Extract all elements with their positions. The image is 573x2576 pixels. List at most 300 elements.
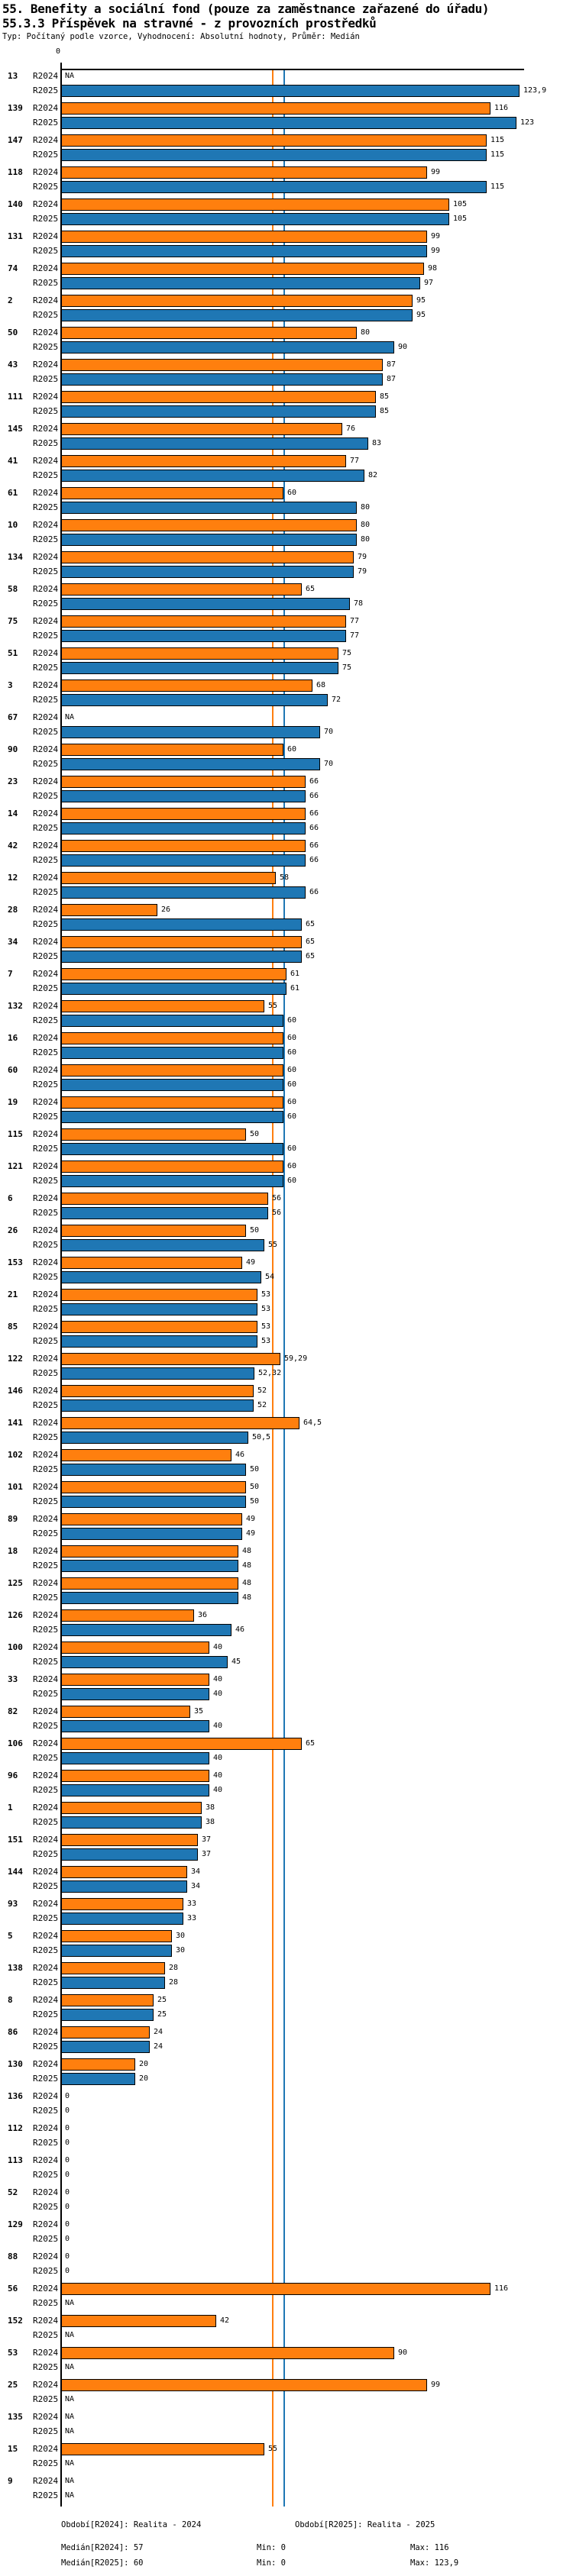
bar-value-label: 40 [213, 1643, 223, 1651]
row-id-label: 153 [8, 1257, 23, 1267]
bar-r2024 [61, 904, 157, 916]
series-label-r2024: R2024 [33, 1065, 59, 1075]
bar-value-label: 40 [213, 1771, 223, 1780]
bar-r2024 [61, 1674, 209, 1686]
series-label-r2025: R2025 [33, 2362, 59, 2372]
bar-value-label: 90 [398, 343, 408, 351]
bar-r2025 [61, 437, 368, 450]
bar-value-label: 0 [65, 2139, 70, 2147]
bar-r2025 [61, 1239, 264, 1251]
series-label-r2025: R2025 [33, 823, 59, 833]
bar-value-label: 77 [350, 457, 360, 465]
row-id-label: 152 [8, 2316, 23, 2326]
bar-value-label: 0 [65, 2092, 70, 2100]
series-label-r2024: R2024 [33, 2252, 59, 2261]
bar-r2025 [61, 470, 364, 482]
bar-value-label: 65 [306, 920, 316, 928]
series-label-r2025: R2025 [33, 759, 59, 769]
series-label-r2025: R2025 [33, 2138, 59, 2148]
row-id-label: 101 [8, 1482, 23, 1492]
bar-value-label: 0 [65, 2156, 70, 2164]
series-label-r2025: R2025 [33, 1368, 59, 1378]
bar-value-label: 33 [187, 1900, 197, 1908]
bar-value-label: 45 [231, 1658, 241, 1666]
bar-value-label: 0 [65, 2220, 70, 2229]
bar-r2025 [61, 1271, 261, 1283]
bar-r2024 [61, 808, 306, 820]
series-label-r2024: R2024 [33, 1001, 59, 1011]
bar-r2025 [61, 1079, 283, 1091]
bar-r2024 [61, 1866, 187, 1878]
bar-r2025 [61, 1175, 283, 1187]
bar-r2025 [61, 1720, 209, 1732]
bar-value-label: 77 [350, 617, 360, 625]
row-id-label: 3 [8, 680, 13, 690]
bar-value-label: 50 [250, 1130, 260, 1138]
bar-value-label: 61 [290, 984, 300, 993]
bar-r2024 [61, 166, 427, 179]
bar-value-label: 20 [139, 2074, 149, 2083]
series-label-r2024: R2024 [33, 1578, 59, 1588]
series-label-r2024: R2024 [33, 776, 59, 786]
bar-r2024 [61, 1802, 202, 1814]
legend-period-r2024: Období[R2024]: Realita - 2024 [61, 2520, 202, 2529]
bar-r2024 [61, 1096, 283, 1109]
series-label-r2024: R2024 [33, 2284, 59, 2294]
bar-r2025 [61, 405, 376, 418]
bar-r2024 [61, 1160, 283, 1173]
series-label-r2024: R2024 [33, 520, 59, 530]
bar-value-label: 55 [268, 1241, 278, 1249]
bar-value-label: 0 [65, 2171, 70, 2179]
bar-value-label: 85 [380, 407, 390, 415]
bar-value-label: 66 [309, 792, 319, 800]
bar-r2025 [61, 1047, 283, 1059]
bar-r2024 [61, 647, 338, 660]
row-id-label: 144 [8, 1867, 23, 1877]
series-label-r2024: R2024 [33, 199, 59, 209]
bar-r2024 [61, 1193, 268, 1205]
bar-r2024 [61, 1449, 231, 1461]
series-label-r2025: R2025 [33, 1785, 59, 1795]
bar-r2025 [61, 598, 350, 610]
bar-value-label: 48 [242, 1593, 252, 1602]
row-id-label: 134 [8, 552, 23, 562]
bar-r2024 [61, 2347, 394, 2359]
bar-r2024 [61, 1962, 165, 1974]
series-label-r2024: R2024 [33, 103, 59, 113]
bar-value-label: 116 [494, 104, 509, 112]
bar-value-label: 77 [350, 631, 360, 640]
series-label-r2025: R2025 [33, 470, 59, 480]
series-label-r2025: R2025 [33, 631, 59, 641]
bar-value-label: 55 [268, 2445, 278, 2453]
bar-value-label: 48 [242, 1547, 252, 1555]
series-label-r2025: R2025 [33, 182, 59, 192]
stat-median-r2024: Medián[R2024]: 57 [61, 2543, 144, 2552]
bar-value-label: 30 [176, 1932, 186, 1940]
series-label-r2024: R2024 [33, 424, 59, 434]
bar-value-label: 50,5 [252, 1433, 271, 1441]
bar-value-label: 50 [250, 1483, 260, 1491]
bar-r2025 [61, 1464, 246, 1476]
bar-value-label: 105 [453, 200, 468, 208]
bar-value-label: 53 [261, 1337, 271, 1345]
bar-value-label: 99 [431, 247, 441, 255]
bar-r2024 [61, 2283, 490, 2295]
series-label-r2024: R2024 [33, 1482, 59, 1492]
bar-r2024 [61, 1994, 154, 2006]
row-id-label: 8 [8, 1995, 13, 2005]
bar-r2024 [61, 744, 283, 756]
row-id-label: 43 [8, 360, 18, 370]
series-label-r2025: R2025 [33, 214, 59, 224]
series-label-r2025: R2025 [33, 1593, 59, 1603]
bar-r2024 [61, 455, 346, 467]
bar-r2024 [61, 423, 342, 435]
bar-r2024 [61, 1000, 264, 1012]
bar-value-label: 66 [309, 809, 319, 818]
bar-r2024 [61, 134, 487, 147]
row-id-label: 135 [8, 2412, 23, 2422]
bar-value-label: 105 [453, 215, 468, 223]
series-label-r2025: R2025 [33, 2394, 59, 2404]
bar-r2025 [61, 1111, 283, 1123]
series-label-r2025: R2025 [33, 1015, 59, 1025]
bar-r2024 [61, 2379, 427, 2391]
bar-r2025 [61, 1880, 187, 1893]
bar-value-label: 49 [246, 1515, 256, 1523]
bar-r2024 [61, 776, 306, 788]
x-axis-tick-label: 0 [56, 47, 61, 56]
bar-value-label: 60 [287, 489, 297, 497]
row-id-label: 6 [8, 1193, 13, 1203]
series-label-r2025: R2025 [33, 663, 59, 673]
series-label-r2025: R2025 [33, 2298, 59, 2308]
row-id-label: 5 [8, 1931, 13, 1941]
series-label-r2025: R2025 [33, 2266, 59, 2276]
bar-r2024 [61, 2443, 264, 2455]
row-id-label: 75 [8, 616, 18, 626]
bar-r2025 [61, 1399, 254, 1412]
bar-value-label: 49 [246, 1529, 256, 1538]
bar-value-label: 61 [290, 970, 300, 978]
bar-value-label: 68 [316, 681, 326, 689]
row-id-label: 111 [8, 392, 23, 402]
na-label: NA [65, 2477, 75, 2485]
row-id-label: 126 [8, 1610, 23, 1620]
bar-r2024 [61, 1385, 254, 1397]
series-label-r2024: R2024 [33, 873, 59, 883]
row-id-label: 136 [8, 2091, 23, 2101]
series-label-r2025: R2025 [33, 1112, 59, 1122]
row-id-label: 15 [8, 2444, 18, 2454]
bar-r2025 [61, 373, 383, 386]
series-label-r2025: R2025 [33, 1753, 59, 1763]
series-label-r2024: R2024 [33, 360, 59, 370]
series-label-r2025: R2025 [33, 887, 59, 897]
series-label-r2024: R2024 [33, 1706, 59, 1716]
bar-r2025 [61, 1335, 257, 1348]
series-label-r2024: R2024 [33, 616, 59, 626]
bar-r2024 [61, 263, 424, 275]
series-label-r2025: R2025 [33, 1528, 59, 1538]
row-id-label: 140 [8, 199, 23, 209]
series-label-r2024: R2024 [33, 71, 59, 81]
bar-r2025 [61, 502, 357, 514]
bar-value-label: 70 [324, 728, 334, 736]
series-label-r2024: R2024 [33, 328, 59, 337]
series-label-r2025: R2025 [33, 1721, 59, 1731]
bar-r2025 [61, 566, 354, 578]
series-label-r2024: R2024 [33, 584, 59, 594]
row-id-label: 52 [8, 2187, 18, 2197]
series-label-r2025: R2025 [33, 2009, 59, 2019]
series-label-r2025: R2025 [33, 1913, 59, 1923]
na-label: NA [65, 2363, 75, 2371]
series-label-r2025: R2025 [33, 438, 59, 448]
bar-r2025 [61, 277, 420, 289]
series-label-r2024: R2024 [33, 1129, 59, 1139]
bar-value-label: 65 [306, 952, 316, 960]
bar-r2024 [61, 2315, 216, 2327]
bar-value-label: 28 [169, 1978, 179, 1987]
bar-value-label: 40 [213, 1722, 223, 1730]
row-id-label: 118 [8, 167, 23, 177]
row-id-label: 100 [8, 1642, 23, 1652]
page-title: 55. Benefity a sociální fond (pouze za zaměstnance zařazené do úřadu) [2, 2, 490, 16]
bar-value-label: 40 [213, 1754, 223, 1762]
bar-r2025 [61, 149, 487, 161]
series-label-r2024: R2024 [33, 456, 59, 466]
bar-value-label: 82 [368, 471, 378, 479]
series-label-r2025: R2025 [33, 2074, 59, 2084]
series-label-r2024: R2024 [33, 2380, 59, 2390]
bar-value-label: 56 [272, 1209, 282, 1217]
bar-r2025 [61, 1816, 202, 1829]
bar-r2025 [61, 1592, 238, 1604]
series-label-r2025: R2025 [33, 246, 59, 256]
bar-value-label: 34 [191, 1882, 201, 1890]
bar-value-label: 37 [202, 1835, 212, 1844]
bar-value-label: 76 [346, 424, 356, 433]
series-label-r2024: R2024 [33, 2091, 59, 2101]
bar-r2024 [61, 327, 357, 339]
bar-r2025 [61, 85, 520, 97]
row-id-label: 122 [8, 1354, 23, 1364]
series-label-r2024: R2024 [33, 1225, 59, 1235]
bar-value-label: 34 [191, 1867, 201, 1876]
bar-r2024 [61, 102, 490, 115]
series-label-r2024: R2024 [33, 2123, 59, 2133]
row-id-label: 93 [8, 1899, 18, 1909]
series-label-r2024: R2024 [33, 1097, 59, 1107]
bar-value-label: 98 [428, 264, 438, 273]
bar-r2024 [61, 231, 427, 243]
series-label-r2025: R2025 [33, 2426, 59, 2436]
row-id-label: 85 [8, 1322, 18, 1332]
bar-value-label: 59,29 [284, 1354, 308, 1363]
row-id-label: 115 [8, 1129, 23, 1139]
series-label-r2024: R2024 [33, 1738, 59, 1748]
bar-r2024 [61, 1225, 246, 1237]
row-id-label: 53 [8, 2348, 18, 2358]
row-id-label: 19 [8, 1097, 18, 1107]
row-id-label: 130 [8, 2059, 23, 2069]
row-id-label: 90 [8, 744, 18, 754]
series-label-r2025: R2025 [33, 1817, 59, 1827]
bar-r2024 [61, 1834, 198, 1846]
bar-r2025 [61, 1303, 257, 1315]
series-label-r2025: R2025 [33, 1657, 59, 1667]
bar-r2025 [61, 1367, 254, 1380]
series-label-r2025: R2025 [33, 951, 59, 961]
series-label-r2024: R2024 [33, 744, 59, 754]
series-label-r2025: R2025 [33, 2458, 59, 2468]
bar-value-label: 48 [242, 1561, 252, 1570]
series-label-r2025: R2025 [33, 2234, 59, 2244]
na-label: NA [65, 2413, 75, 2421]
series-label-r2024: R2024 [33, 1899, 59, 1909]
bar-r2024 [61, 2026, 150, 2039]
row-id-label: 132 [8, 1001, 23, 1011]
bar-value-label: 26 [161, 905, 171, 914]
series-label-r2025: R2025 [33, 791, 59, 801]
series-label-r2025: R2025 [33, 534, 59, 544]
series-label-r2025: R2025 [33, 1464, 59, 1474]
bar-r2025 [61, 341, 394, 353]
series-label-r2024: R2024 [33, 2412, 59, 2422]
bar-r2025 [61, 1688, 209, 1700]
bar-r2024 [61, 1930, 172, 1942]
x-axis-line [60, 69, 524, 70]
bar-value-label: 52 [257, 1401, 267, 1409]
series-label-r2025: R2025 [33, 983, 59, 993]
row-id-label: 151 [8, 1835, 23, 1845]
series-label-r2024: R2024 [33, 1290, 59, 1299]
row-id-label: 121 [8, 1161, 23, 1171]
series-label-r2025: R2025 [33, 2106, 59, 2116]
bar-value-label: 60 [287, 1112, 297, 1121]
row-id-label: 141 [8, 1418, 23, 1428]
series-label-r2024: R2024 [33, 1161, 59, 1171]
series-label-r2024: R2024 [33, 1386, 59, 1396]
bar-value-label: 70 [324, 760, 334, 768]
series-label-r2025: R2025 [33, 1176, 59, 1186]
bar-r2025 [61, 181, 487, 193]
series-label-r2025: R2025 [33, 150, 59, 160]
bar-r2025 [61, 983, 286, 995]
bar-value-label: 95 [416, 311, 426, 319]
bar-r2024 [61, 391, 376, 403]
bar-value-label: 50 [250, 1226, 260, 1235]
bar-value-label: 36 [198, 1611, 208, 1619]
series-label-r2024: R2024 [33, 1963, 59, 1973]
bar-r2024 [61, 1641, 209, 1654]
row-id-label: 139 [8, 103, 23, 113]
bar-value-label: 123,9 [523, 86, 547, 95]
bar-r2025 [61, 1528, 242, 1540]
bar-r2024 [61, 1289, 257, 1301]
row-id-label: 34 [8, 937, 18, 947]
series-label-r2024: R2024 [33, 1354, 59, 1364]
row-id-label: 129 [8, 2219, 23, 2229]
bar-value-label: 50 [250, 1465, 260, 1474]
bar-value-label: 115 [490, 150, 505, 159]
bar-value-label: 87 [387, 360, 397, 369]
bar-r2024 [61, 1257, 242, 1269]
bar-value-label: 72 [332, 696, 342, 704]
series-label-r2024: R2024 [33, 1033, 59, 1043]
series-label-r2025: R2025 [33, 1240, 59, 1250]
bar-value-label: 0 [65, 2124, 70, 2132]
series-label-r2025: R2025 [33, 342, 59, 352]
series-label-r2025: R2025 [33, 1080, 59, 1089]
bar-value-label: 64,5 [303, 1419, 322, 1427]
bar-value-label: 58 [280, 873, 290, 882]
bar-value-label: 60 [287, 1048, 297, 1057]
row-id-label: 67 [8, 712, 18, 722]
bar-value-label: 0 [65, 2188, 70, 2197]
row-id-label: 14 [8, 809, 18, 818]
series-label-r2025: R2025 [33, 2330, 59, 2340]
bar-value-label: 75 [342, 649, 352, 657]
series-label-r2025: R2025 [33, 406, 59, 416]
series-label-r2024: R2024 [33, 1418, 59, 1428]
series-label-r2024: R2024 [33, 263, 59, 273]
bar-value-label: 28 [169, 1964, 179, 1972]
bar-r2025 [61, 1752, 209, 1764]
bar-value-label: 38 [206, 1803, 215, 1812]
series-label-r2025: R2025 [33, 1272, 59, 1282]
bar-value-label: 33 [187, 1914, 197, 1922]
series-label-r2024: R2024 [33, 680, 59, 690]
bar-value-label: 66 [309, 841, 319, 850]
bar-r2025 [61, 822, 306, 834]
row-id-label: 74 [8, 263, 18, 273]
bar-r2025 [61, 630, 346, 642]
series-label-r2024: R2024 [33, 1642, 59, 1652]
bar-value-label: 53 [261, 1290, 271, 1299]
bar-value-label: 24 [154, 2028, 163, 2036]
row-id-label: 60 [8, 1065, 18, 1075]
row-id-label: 10 [8, 520, 18, 530]
series-label-r2025: R2025 [33, 567, 59, 576]
bar-r2025 [61, 662, 338, 674]
bar-value-label: 66 [309, 824, 319, 832]
series-label-r2025: R2025 [33, 855, 59, 865]
series-label-r2024: R2024 [33, 809, 59, 818]
row-id-label: 33 [8, 1674, 18, 1684]
row-id-label: 28 [8, 905, 18, 915]
bar-r2024 [61, 680, 312, 692]
bar-value-label: 80 [361, 503, 371, 512]
bar-value-label: 95 [416, 296, 426, 305]
bar-r2025 [61, 1784, 209, 1796]
bar-value-label: 25 [157, 1996, 167, 2004]
bar-r2024 [61, 1353, 280, 1365]
series-label-r2025: R2025 [33, 727, 59, 737]
bar-r2024 [61, 519, 357, 531]
bar-value-label: 65 [306, 938, 316, 946]
series-label-r2025: R2025 [33, 118, 59, 128]
row-id-label: 147 [8, 135, 23, 145]
series-label-r2024: R2024 [33, 167, 59, 177]
stat-max-r2024: Max: 116 [410, 2543, 449, 2552]
bar-value-label: 60 [287, 1080, 297, 1089]
bar-value-label: 78 [354, 599, 364, 608]
series-label-r2025: R2025 [33, 1977, 59, 1987]
